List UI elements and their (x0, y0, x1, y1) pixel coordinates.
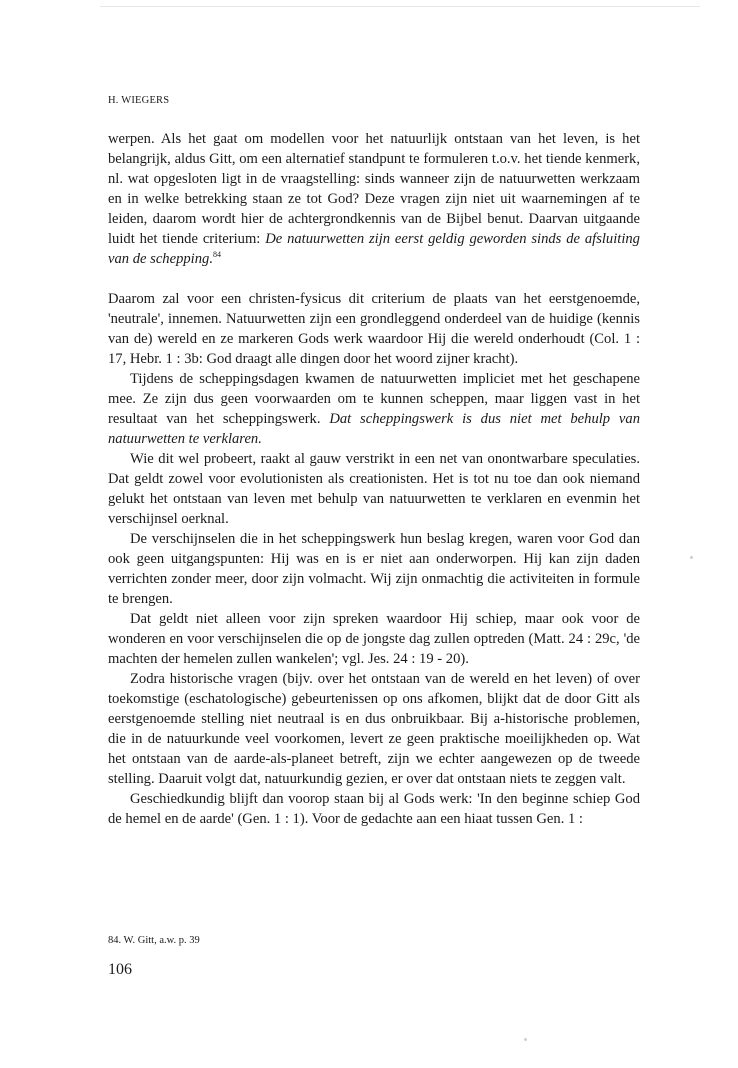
paragraph-5: De verschijnselen die in het scheppingswerk hun beslag kregen, waren voor God dan ook geen uitgangspunten: Hij was en is er niet aan onderworpen. Hij kan zijn daden verrichten zonder meer, door zijn volmacht. Wij zijn onmachtig die activiteiten in formule te brengen. (108, 531, 640, 607)
paragraph-4: Wie dit wel probeert, raakt al gauw verstrikt in een net van onontwarbare speculaties. Dat geldt zowel voor evolutionisten als creationisten. Het is tot nu toe dan ook niemand gelukt het ontstaan van leven met behulp van natuurwetten te verklaren en evenmin het verschijnsel oerknal. (108, 451, 640, 527)
body-text (108, 129, 640, 829)
scan-speck (690, 556, 693, 559)
paragraph-1-text: werpen. Als het gaat om modellen voor het natuurlijk ontstaan van het leven, is het belangrijk, aldus Gitt, om een alternatief standpunt te formuleren t.o.v. het tiende kenmerk, nl. wat opgesloten ligt in de vraagstelling: sinds wanneer zijn de natuurwetten werkzaam en in welke betrekking staan ze tot God? Deze vragen zijn niet uit waarnemingen af te leiden, daarom wordt hier de achtergrondkennis van de Bijbel benut. Daarvan uitgaande luidt het tiende criterium: (108, 131, 640, 247)
scan-edge-line (100, 6, 700, 7)
running-head: H. WIEGERS (108, 95, 170, 106)
paragraph-3-italic: Dat scheppingswerk is dus niet met behulp van natuurwetten te verklaren. (108, 411, 640, 447)
paragraph-2: Daarom zal voor een christen-fysicus dit criterium de plaats van het eerstgenoemde, 'neutrale', innemen. Natuurwetten zijn een grondleggend onderdeel van de huidige (kennis van de) wereld en ze markeren Gods werk waardoor Hij die wereld onderhoudt (Col. 1 : 17, Hebr. 1 : 3b: God draagt alle dingen door het woord zijner kracht). (108, 291, 640, 367)
paragraph-7: Zodra historische vragen (bijv. over het ontstaan van de wereld en het leven) of over toekomstige (eschatologische) gebeurtenissen op ons afkomen, blijkt dat de door Gitt als eerstgenoemde stelling niet neutraal is en dus onbruikbaar. Bij a-historische problemen, die in de natuurkunde veel voorkomen, levert ze geen praktische moeilijkheden op. Wat het ontstaan van de aarde-als-planeet betreft, zijn we echter aangewezen op de tweede stelling. Daaruit volgt dat, natuurkundig gezien, er over dat ontstaan niets te zeggen valt. (108, 671, 640, 787)
paragraph-3 (108, 369, 640, 449)
paragraph-1 (108, 129, 640, 269)
paragraph-6: Dat geldt niet alleen voor zijn spreken waardoor Hij schiep, maar ook voor de wonderen en voor verschijnselen die op de jongste dag zullen optreden (Matt. 24 : 29c, 'de machten der hemelen zullen wankelen'; vgl. Jes. 24 : 19 - 20). (108, 611, 640, 667)
paragraph-1-italic: De natuurwetten zijn eerst geldig geworden sinds de afsluiting van de schepping. (108, 231, 640, 267)
paragraph-3-text: Tijdens de scheppingsdagen kwamen de natuurwetten impliciet met het geschapene mee. Ze zijn dus geen voorwaarden om te kunnen scheppen, maar liggen vast in het resultaat van het scheppingswerk. (108, 371, 640, 427)
footnote-reference: 84 (212, 250, 221, 259)
paragraph-8: Geschiedkundig blijft dan voorop staan bij al Gods werk: 'In den beginne schiep God de hemel en de aarde' (Gen. 1 : 1). Voor de gedachte aan een hiaat tussen Gen. 1 : (108, 791, 640, 827)
page-number: 106 (108, 961, 132, 978)
scan-speck (524, 1038, 527, 1041)
footnote: 84. W. Gitt, a.w. p. 39 (108, 935, 200, 946)
